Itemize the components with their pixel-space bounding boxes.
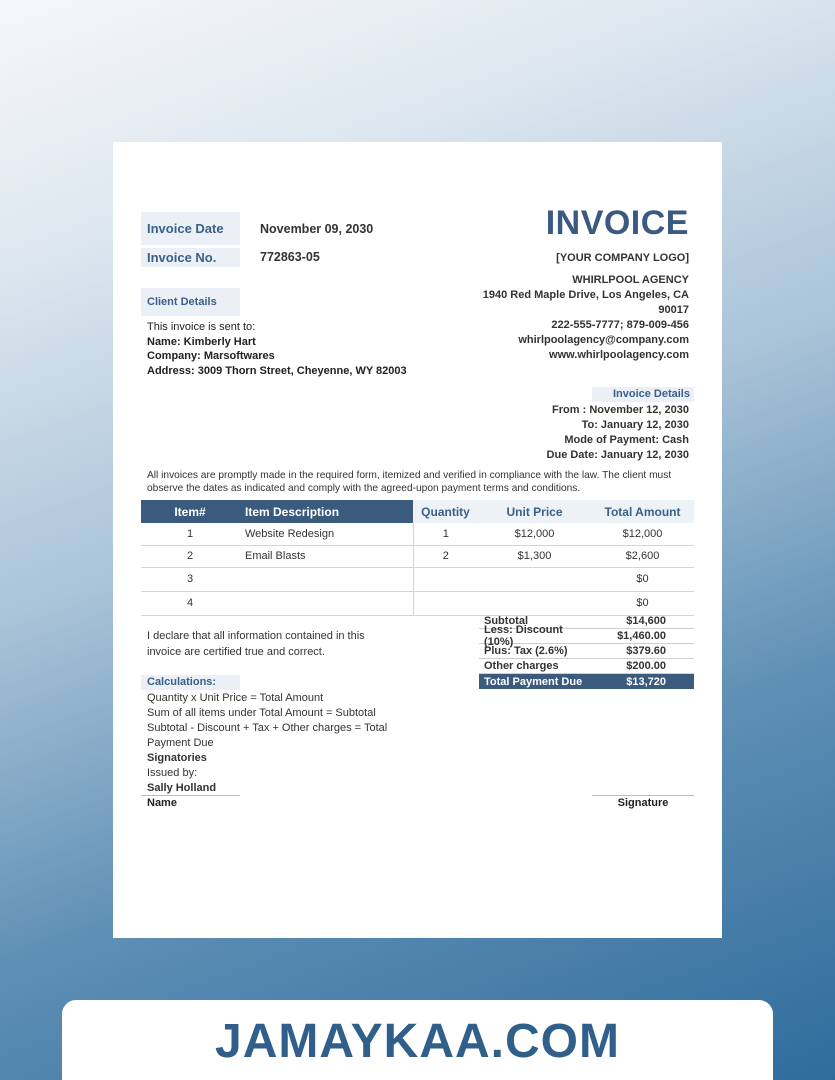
declaration-text: I declare that all information contained in this invoice are certified true and correct. [147, 630, 365, 658]
cell-item-number: 1 [141, 523, 239, 545]
totals-block [479, 614, 694, 689]
cell-total: $0 [591, 567, 694, 591]
issuer-name: Sally Holland [147, 782, 217, 794]
cell-unit-price [478, 591, 591, 615]
header-item-number: Item# [141, 500, 239, 523]
cell-description: Email Blasts [239, 545, 413, 567]
cell-quantity: 2 [413, 545, 478, 567]
total-due-row [479, 674, 694, 689]
discount-value: $1,460.00 [617, 630, 666, 642]
cell-item-number: 4 [141, 591, 239, 615]
company-info [483, 273, 689, 363]
invoice-from: From : November 12, 2030 [552, 404, 689, 416]
company-phones: 222-555-7777; 879-009-456 [551, 319, 689, 331]
header-total-amount: Total Amount [591, 500, 694, 523]
header-unit-price: Unit Price [478, 500, 591, 523]
cell-quantity [413, 591, 478, 615]
client-company: Company: Marsoftwares [147, 350, 275, 362]
invoice-to: To: January 12, 2030 [581, 419, 689, 431]
invoice-page [113, 142, 722, 938]
name-label: Name [147, 797, 177, 809]
client-details [147, 320, 447, 378]
table-row [141, 591, 694, 615]
cell-total: $12,000 [591, 523, 694, 545]
signatories-label: Signatories [147, 752, 207, 764]
cell-total: $2,600 [591, 545, 694, 567]
client-details-label: Client Details [141, 288, 240, 316]
header-item-description: Item Description [239, 500, 413, 523]
cell-unit-price: $12,000 [478, 523, 591, 545]
cell-quantity [413, 567, 478, 591]
discount-label: Less: Discount (10%) [484, 624, 563, 648]
terms-notice: All invoices are promptly made in the required form, itemized and verified in compliance with the law. The client must observe the dates as indicated and comply with the agreed-upon payment terms and conditions. [147, 470, 672, 494]
payment-mode: Mode of Payment: Cash [564, 434, 689, 446]
subtotal-label: Subtotal [484, 615, 528, 627]
signature-label: Signature [617, 797, 669, 809]
invoice-title: INVOICE [545, 204, 689, 242]
company-address-line2: 90017 [658, 304, 689, 316]
signature-line [592, 795, 694, 796]
calc-line-2: Sum of all items under Total Amount = Subtotal [147, 707, 376, 719]
due-date: Due Date: January 12, 2030 [546, 449, 689, 461]
tax-row [479, 644, 694, 659]
invoice-no-label: Invoice No. [141, 248, 240, 267]
site-banner [62, 1000, 773, 1080]
other-charges-label: Other charges [484, 660, 559, 672]
table-row [141, 523, 694, 545]
tax-value: $379.60 [626, 645, 666, 657]
company-website: www.whirlpoolagency.com [549, 349, 689, 361]
company-email: whirlpoolagency@company.com [518, 334, 689, 346]
invoice-details-label: Invoice Details [592, 387, 694, 402]
calculations-label: Calculations: [141, 675, 240, 690]
tax-label: Plus: Tax (2.6%) [484, 645, 568, 657]
header-quantity: Quantity [413, 500, 478, 523]
subtotal-value: $14,600 [626, 615, 666, 627]
calc-line-1: Quantity x Unit Price = Total Amount [147, 692, 324, 704]
cell-item-number: 3 [141, 567, 239, 591]
calculations [147, 691, 407, 796]
invoice-date-value: November 09, 2030 [260, 222, 374, 236]
discount-row [479, 624, 694, 648]
cell-item-number: 2 [141, 545, 239, 567]
total-due-value: $13,720 [626, 675, 666, 688]
invoice-no-value: 772863-05 [260, 250, 320, 264]
company-address-line1: 1940 Red Maple Drive, Los Angeles, CA [482, 289, 689, 301]
other-charges-value: $200.00 [626, 660, 666, 672]
table-header-row [141, 500, 694, 523]
total-due-label: Total Payment Due [484, 675, 583, 688]
issued-by-label: Issued by: [147, 767, 198, 779]
invoice-details [547, 403, 689, 463]
table-row [141, 567, 694, 591]
company-name: WHIRLPOOL AGENCY [572, 274, 689, 286]
company-logo-placeholder: [YOUR COMPANY LOGO] [556, 252, 689, 264]
client-intro: This invoice is sent to: [147, 321, 256, 333]
calc-line-3: Subtotal - Discount + Tax + Other charges = Total Payment Due [147, 722, 388, 749]
cell-description [239, 567, 413, 591]
client-address: Address: 3009 Thorn Street, Cheyenne, WY 82003 [147, 364, 407, 377]
site-banner-text: JAMAYKAA.COM [215, 1015, 620, 1068]
items-table [141, 500, 694, 616]
table-row [141, 545, 694, 567]
cell-total: $0 [591, 591, 694, 615]
other-charges-row [479, 659, 694, 674]
cell-unit-price: $1,300 [478, 545, 591, 567]
cell-quantity: 1 [413, 523, 478, 545]
cell-unit-price [478, 567, 591, 591]
cell-description [239, 591, 413, 615]
cell-description: Website Redesign [239, 523, 413, 545]
invoice-date-label: Invoice Date [141, 212, 240, 245]
client-name: Name: Kimberly Hart [147, 335, 256, 348]
name-signature-line [141, 795, 240, 796]
